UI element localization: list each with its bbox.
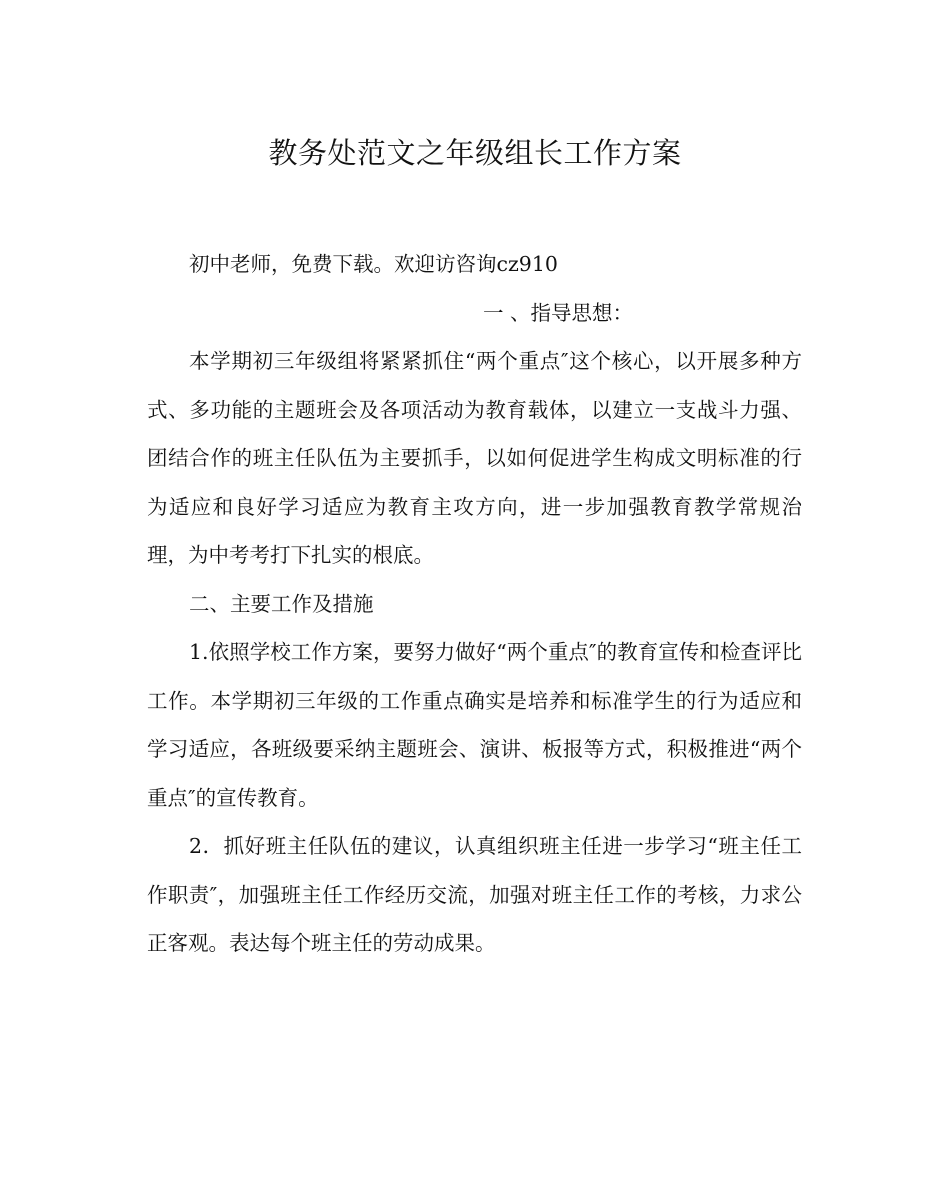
intro-paragraph: 初中老师，免费下载。欢迎访咨询cz910	[189, 252, 558, 276]
work-item-1-paragraph: 1.依照学校工作方案，要努力做好“两个重点″的教育宣传和检查评比工作。本学期初三年级的工作重点确实是培养和标准学生的行为适应和学习适应，各班级要采纳主题班会、演讲、板报等方式，积极推进“两个重点″的宣传教育。	[147, 640, 802, 810]
section-heading-main-work: 二、主要工作及措施	[189, 591, 374, 616]
guiding-ideology-paragraph: 本学期初三年级组将紧紧抓住“两个重点″这个核心，以开展多种方式、多功能的主题班会及各项活动为教育载体，以建立一支战斗力强、团结合作的班主任队伍为主要抓手，以如何促进学生构成文明标准的行为适应和良好学习适应为教育主攻方向，进一步加强教育教学常规治理，为中考考打下扎实的根底。	[147, 349, 802, 567]
document-title: 教务处范文之年级组长工作方案	[268, 136, 682, 170]
document-body	[147, 240, 802, 968]
work-item-2-paragraph: 2．抓好班主任队伍的建议，认真组织班主任进一步学习“班主任工作职责″，加强班主任工作经历交流，加强对班主任工作的考核，力求公正客观。表达每个班主任的劳动成果。	[147, 834, 802, 955]
section-heading-guiding-ideology: 一 、指导思想：	[483, 300, 634, 325]
